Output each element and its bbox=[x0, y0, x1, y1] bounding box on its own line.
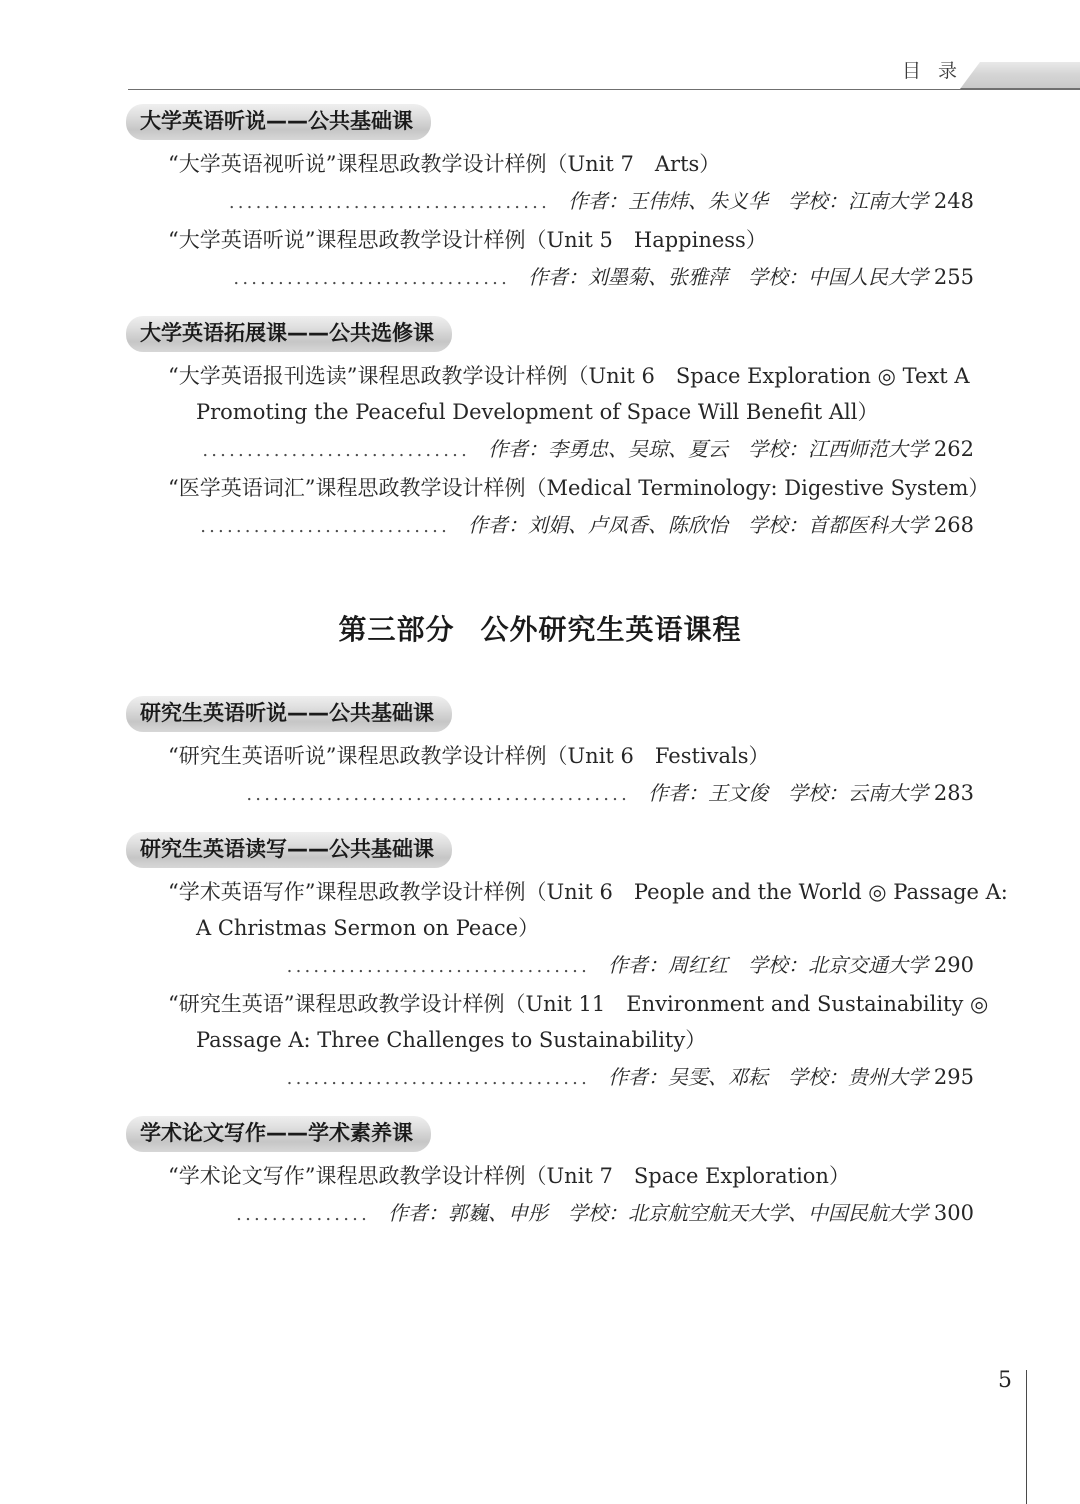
spacer bbox=[0, 546, 1080, 608]
toc-entry-title-continuation: Passage A: Three Challenges to Sustainability） bbox=[196, 1028, 707, 1052]
spacer bbox=[0, 678, 1080, 696]
toc-entry[interactable] bbox=[0, 738, 1080, 814]
toc-entry-title-continuation: Promoting the Peaceful Development of Space Will Benefit All） bbox=[196, 400, 879, 424]
toc-entry[interactable] bbox=[0, 358, 1080, 470]
toc-entry[interactable] bbox=[0, 470, 1080, 546]
toc-entry-page-number: 268 bbox=[933, 513, 974, 537]
toc-entry-meta-row bbox=[0, 774, 974, 814]
dot-leader: ............................... bbox=[233, 268, 510, 289]
toc-entry-author-school: 作者：刘墨菊、张雅萍 学校：中国人民大学 bbox=[528, 265, 928, 289]
toc-entry-title: “大学英语听说”课程思政教学设计样例（Unit 5 Happiness） bbox=[168, 228, 767, 252]
header-title-char-2: 录 bbox=[937, 60, 958, 82]
section-heading-row bbox=[0, 316, 1080, 352]
toc-entry-meta-row bbox=[0, 1194, 974, 1234]
toc-entry-page-number: 283 bbox=[933, 781, 974, 805]
toc-entry-meta-row bbox=[0, 506, 974, 546]
dot-leader: .............................. bbox=[202, 440, 470, 461]
spacer bbox=[0, 648, 1080, 678]
page-folio bbox=[960, 1354, 1080, 1504]
section-heading-pill[interactable]: 大学英语听说——公共基础课 bbox=[126, 104, 431, 140]
toc-entry-author-school: 作者：刘娟、卢凤香、陈欣怡 学校：首都医科大学 bbox=[468, 513, 928, 537]
toc-entry-title: “大学英语报刊选读”课程思政教学设计样例（Unit 6 Space Exploration ◎ Text A bbox=[168, 364, 970, 388]
table-of-contents bbox=[0, 104, 1080, 1234]
toc-entry-meta-row bbox=[0, 258, 974, 298]
part-title bbox=[0, 608, 1080, 648]
toc-entry-title-continuation: A Christmas Sermon on Peace） bbox=[196, 916, 540, 940]
toc-entry-meta-row bbox=[0, 946, 974, 986]
section-heading-row bbox=[0, 696, 1080, 732]
header-decorative-band bbox=[960, 62, 1080, 89]
part-title-name: 公外研究生英语课程 bbox=[480, 613, 742, 646]
folio-vertical-rule bbox=[1026, 1370, 1027, 1504]
toc-entry-author-school: 作者：王文俊 学校：云南大学 bbox=[648, 781, 928, 805]
header-title bbox=[902, 56, 958, 83]
part-title-label: 第三部分 bbox=[338, 613, 455, 646]
toc-entry-title: “大学英语视听说”课程思政教学设计样例（Unit 7 Arts） bbox=[168, 152, 721, 176]
toc-entry-title: “学术论文写作”课程思政教学设计样例（Unit 7 Space Exploration） bbox=[168, 1164, 850, 1188]
dot-leader: ............... bbox=[236, 1204, 370, 1225]
toc-entry-page-number: 255 bbox=[933, 265, 974, 289]
toc-entry-page-number: 262 bbox=[933, 437, 974, 461]
toc-entry-title: “学术英语写作”课程思政教学设计样例（Unit 6 People and the World ◎ Passage A: bbox=[168, 880, 1008, 904]
dot-leader: .................................. bbox=[286, 1068, 590, 1089]
toc-entry-page-number: 300 bbox=[933, 1201, 974, 1225]
spacer bbox=[0, 814, 1080, 832]
section-heading-pill[interactable]: 研究生英语听说——公共基础课 bbox=[126, 696, 452, 732]
toc-entry-page-number: 290 bbox=[933, 953, 974, 977]
toc-entry-author-school: 作者：王伟炜、朱义华 学校：江南大学 bbox=[568, 189, 928, 213]
section-heading-row bbox=[0, 832, 1080, 868]
toc-entry-author-school: 作者：吴雯、邓耘 学校：贵州大学 bbox=[608, 1065, 928, 1089]
dot-leader: ............................ bbox=[200, 516, 450, 537]
section-heading-pill[interactable]: 研究生英语读写——公共基础课 bbox=[126, 832, 452, 868]
header-title-char-1: 目 bbox=[901, 60, 922, 82]
toc-entry-title: “研究生英语”课程思政教学设计样例（Unit 11 Environment and Sustainability ◎ bbox=[168, 992, 989, 1016]
dot-leader: .................................. bbox=[286, 956, 590, 977]
spacer bbox=[0, 298, 1080, 316]
toc-entry[interactable] bbox=[0, 986, 1080, 1098]
toc-entry-author-school: 作者：李勇忠、吴琼、夏云 学校：江西师范大学 bbox=[488, 437, 928, 461]
toc-entry-meta-row bbox=[0, 430, 974, 470]
page-running-header bbox=[0, 52, 1080, 96]
toc-entry[interactable] bbox=[0, 222, 1080, 298]
toc-entry-page-number: 295 bbox=[933, 1065, 974, 1089]
section-heading-pill[interactable]: 学术论文写作——学术素养课 bbox=[126, 1116, 431, 1152]
page-number: 5 bbox=[998, 1368, 1012, 1393]
toc-entry[interactable] bbox=[0, 1158, 1080, 1234]
toc-entry[interactable] bbox=[0, 146, 1080, 222]
section-heading-row bbox=[0, 1116, 1080, 1152]
toc-entry-meta-row bbox=[0, 1058, 974, 1098]
toc-entry-title: “医学英语词汇”课程思政教学设计样例（Medical Terminology: Digestive System） bbox=[168, 476, 990, 500]
toc-entry-title: “研究生英语听说”课程思政教学设计样例（Unit 6 Festivals） bbox=[168, 744, 770, 768]
toc-entry-author-school: 作者：周红红 学校：北京交通大学 bbox=[608, 953, 928, 977]
header-horizontal-rule bbox=[128, 89, 1080, 90]
dot-leader: .................................... bbox=[228, 192, 550, 213]
section-heading-pill[interactable]: 大学英语拓展课——公共选修课 bbox=[126, 316, 452, 352]
toc-entry[interactable] bbox=[0, 874, 1080, 986]
spacer bbox=[0, 1098, 1080, 1116]
toc-entry-page-number: 248 bbox=[933, 189, 974, 213]
section-heading-row bbox=[0, 104, 1080, 140]
toc-entry-author-school: 作者：郭巍、申彤 学校：北京航空航天大学、中国民航大学 bbox=[388, 1201, 928, 1225]
toc-entry-meta-row bbox=[0, 182, 974, 222]
dot-leader: ........................................... bbox=[246, 784, 630, 805]
